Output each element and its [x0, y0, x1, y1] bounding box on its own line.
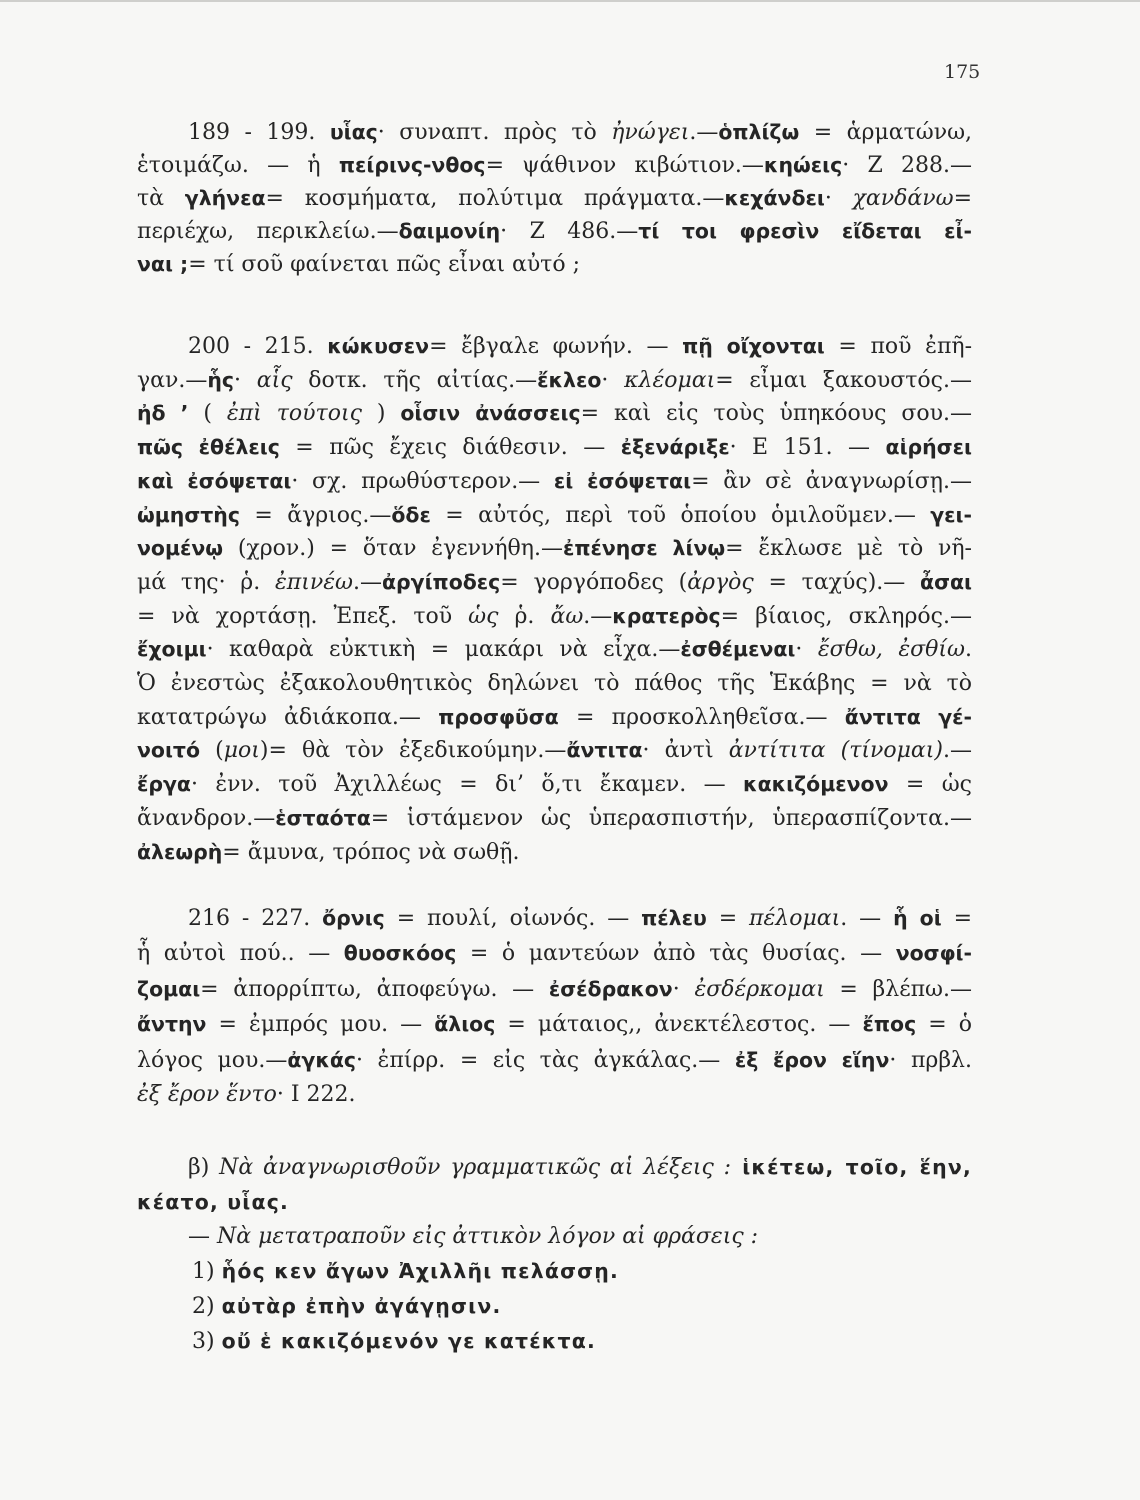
text-run: · — [824, 186, 853, 211]
text-line — [137, 901, 972, 936]
headword: ὠμηστὴς — [137, 502, 240, 527]
headword: ἄντιτα γέ- — [844, 704, 972, 729]
headword: ἠδ ’ — [137, 401, 189, 426]
text-line — [137, 1289, 972, 1324]
headword: κώκυσεν — [327, 334, 430, 358]
text-line — [137, 972, 972, 1007]
headword: προσφῦσα — [438, 704, 559, 729]
text-run: = εἶμαι ξακουστός.— — [715, 367, 972, 393]
text-line — [137, 248, 972, 281]
headword: ἧς — [207, 367, 235, 392]
text-run: .— — [689, 120, 719, 145]
text-run: )= θὰ τὸν ἐξεδικούμην.— — [259, 738, 567, 764]
text-run: κατατρώγω ἀδιάκοπα.— — [137, 704, 439, 730]
text-run: τὰ — [137, 186, 185, 211]
text-run: ἧ αὐτοὶ πού.. — — [137, 941, 344, 967]
headword: ἔκλεο — [537, 367, 602, 392]
phrase-item-2 — [137, 1289, 972, 1324]
text-run: β) — [188, 1155, 220, 1180]
text-run: · Ζ 288.— — [842, 153, 972, 178]
text-run: · Ε 151. — — [729, 435, 886, 461]
headword: ἆσαι — [920, 569, 972, 594]
headword: ἀργίποδες — [382, 569, 501, 594]
headword: κέατο, υἷας. — [137, 1190, 289, 1214]
headword: ἔργα — [137, 772, 191, 797]
italic-text: ἐξ ἔρον ἕντο — [137, 1082, 277, 1108]
text-run: (χρον.) = ὅταν ἐγεννήθη.— — [223, 536, 563, 562]
text-run: 189 - 199. — [188, 120, 330, 145]
text-run: = — [941, 906, 973, 931]
text-run: ( — [188, 401, 227, 427]
gloss-notes-200-215 — [137, 330, 972, 869]
text-line — [137, 1078, 972, 1112]
text-run: · ἐνν. τοῦ Ἀχιλλέως = δι’ ὅ,τι ἔκαμεν. — — [190, 772, 744, 798]
headword: ὄρνις — [322, 906, 385, 930]
text-run: = ὡς — [888, 772, 972, 798]
text-run: · σχ. πρωθύστερον.— — [291, 468, 554, 494]
text-run: = νὰ χορτάσῃ. Ἐπεξ. τοῦ — [137, 603, 469, 629]
phrase-item-1 — [137, 1254, 972, 1289]
text-run: ῥ. — [498, 603, 551, 629]
headword: καὶ ἐσόψεται — [137, 468, 292, 493]
text-run: = καὶ εἰς τοὺς ὑπηκόους σου.— — [580, 401, 972, 427]
text-run: = ὁ μαντεύων ἀπὸ τὰς θυσίας. — — [456, 941, 896, 967]
text-run: δοτκ. τῆς αἰτίας.— — [292, 367, 538, 393]
headword: ἧός κεν ἄγων Ἀχιλλῆι πελάσσῃ. — [221, 1259, 620, 1283]
headword: γει- — [930, 502, 972, 527]
text-run: ἄνανδρον.— — [137, 805, 276, 831]
phrase-item-3 — [137, 1324, 972, 1359]
text-line — [137, 364, 972, 398]
italic-text: μοι — [223, 738, 260, 764]
headword: πῇ οἴχονται — [682, 334, 825, 358]
italic-text: ἐπὶ τούτοις — [226, 401, 362, 427]
text-run: · Ι 222. — [276, 1082, 356, 1108]
italic-text: ἔσθω, ἐσθίω — [817, 637, 965, 663]
text-run: 1) — [192, 1259, 222, 1284]
headword: πῶς ἐθέλεις — [137, 435, 280, 460]
text-line — [137, 1254, 972, 1289]
headword: κηώεις — [763, 153, 843, 177]
text-run: · καθαρὰ εὐκτικὴ = μακάρι νὰ εἶχα.— — [206, 637, 681, 663]
headword: αὐτὰρ ἐπὴν ἀγάγῃσιν. — [221, 1294, 502, 1318]
text-run: = — [706, 906, 750, 931]
text-line — [137, 566, 972, 600]
page-number: 175 — [944, 61, 981, 83]
italic-text: ἐπινέω — [274, 569, 353, 595]
text-run: 2) — [192, 1294, 222, 1319]
text-run: = ἔβγαλε φωνήν. — — [429, 334, 683, 359]
text-line — [137, 768, 972, 802]
italic-text: κλέομαι — [624, 367, 716, 393]
text-run: = ἀπορρίπτω, ἀποφεύγω. — — [200, 976, 549, 1002]
headword: κεχάνδει — [724, 186, 825, 210]
text-run: · — [601, 367, 625, 393]
italic-text: ἄω — [550, 603, 584, 629]
headword: πείρινς-νθος — [338, 153, 486, 177]
headword: ἀλεωρὴ — [137, 839, 223, 864]
text-run: = ποῦ ἐπῆ- — [824, 334, 973, 359]
headword: γλήνεα — [184, 186, 266, 210]
text-run: = ἔκλωσε μὲ τὸ νῆ- — [725, 536, 972, 562]
text-line — [137, 600, 972, 634]
italic-text: αἷς — [256, 367, 293, 393]
headword: ἐσέδρακον — [548, 976, 673, 1001]
exercises — [137, 1150, 972, 1359]
text-run: λόγος μου.— — [137, 1047, 288, 1073]
headword: νοιτό — [137, 738, 201, 763]
text-line — [137, 1150, 972, 1185]
headword: ἑσταότα — [275, 805, 371, 830]
text-run: = — [953, 186, 972, 211]
text-run: = βλέπω.— — [824, 976, 972, 1002]
headword: ναι ; — [137, 252, 189, 276]
text-line — [137, 465, 972, 499]
headword: οἷσιν ἀνάσσεις — [400, 401, 581, 426]
text-line — [137, 182, 972, 215]
headword: ἔπος — [862, 1012, 917, 1037]
text-run: = βίαιος, σκληρός.— — [720, 603, 972, 629]
exercise-convert-instruction — [137, 1220, 972, 1254]
text-run: ) — [361, 401, 401, 427]
text-line — [137, 936, 972, 971]
gloss-notes-216-227 — [137, 901, 972, 1112]
text-run: . — — [840, 906, 894, 931]
text-line — [137, 1324, 972, 1359]
text-run: · ἐπίρρ. = εἰς τὰς ἀγκάλας.— — [356, 1047, 735, 1073]
text-line — [137, 149, 972, 182]
italic-text: ἠνώγει — [611, 120, 690, 145]
italic-text: χανδάνω — [852, 186, 954, 211]
text-run: = ἱστάμενον ὡς ὑπερασπιστήν, ὑπερασπίζοντα.— — [370, 805, 972, 831]
headword: νομένῳ — [137, 536, 224, 561]
headword: εἰ ἐσόψεται — [553, 468, 692, 493]
text-line — [137, 215, 972, 248]
text-run: 200 - 215. — [188, 334, 328, 359]
italic-text: ἀντίτιτα (τίνομαι) — [728, 738, 944, 764]
page-top-edge — [0, 0, 1140, 2]
text-run: = μάταιος,, ἀνεκτέλεστος. — — [495, 1012, 863, 1038]
text-run: = ἁρματώνω, — [799, 120, 973, 145]
text-line — [137, 397, 972, 431]
text-run: = πῶς ἔχεις διάθεσιν. — — [279, 435, 621, 461]
text-run: = αὐτός, περὶ τοῦ ὁποίου ὁμιλοῦμεν.— — [430, 502, 931, 528]
headword: ἐπένησε λίνῳ — [562, 536, 726, 561]
text-run: · — [672, 976, 695, 1002]
headword: ἐξενάριξε — [620, 435, 730, 460]
text-line — [137, 499, 972, 533]
headword: τί τοι φρεσὶν εἴδεται εἶ- — [638, 219, 973, 243]
text-line — [137, 1220, 972, 1254]
text-run: Ὁ ἐνεστὼς ἐξακολουθητικὸς δηλώνει τὸ πάθος τῆς Ἑκάβης = νὰ τὸ — [137, 671, 972, 697]
text-run: = ἄμυνα, τρόπος νὰ σωθῇ. — [222, 839, 520, 865]
italic-text: ὡς — [468, 603, 499, 629]
text-run: — — [188, 1224, 217, 1249]
text-run: · συναπτ. πρὸς τὸ — [377, 120, 612, 145]
headword: ἱκέτεω, τοῖο, ἕην, — [731, 1155, 972, 1179]
italic-text: πέλομαι — [749, 906, 841, 931]
italic-text: ἐσδέρκομαι — [694, 976, 825, 1002]
exercise-identify-words — [137, 1150, 972, 1220]
headword: υἷας — [329, 120, 378, 144]
text-run: μά της· ῥ. — [137, 569, 275, 595]
text-run: = πουλί, οἰωνός. — — [384, 906, 642, 931]
headword: αἱρήσει — [885, 435, 972, 460]
text-line — [137, 1185, 972, 1220]
text-run: = προσκολληθεῖσα.— — [558, 704, 845, 730]
headword: οὔ ἑ κακιζόμενόν γε κατέκτα. — [221, 1329, 596, 1353]
text-run: = ὁ — [916, 1012, 973, 1038]
text-run: .— — [583, 603, 613, 629]
headword: ἔχοιμι — [137, 637, 207, 662]
text-line — [137, 431, 972, 465]
text-run: = ἐμπρός μου. — — [206, 1012, 435, 1038]
headword: ἅλιος — [434, 1012, 496, 1037]
headword: θυοσκόος — [343, 941, 457, 966]
italic-text: ἀργὸς — [687, 569, 754, 595]
gloss-notes-189-199 — [137, 116, 972, 281]
text-run: ( — [200, 738, 224, 764]
text-run: .— — [353, 569, 382, 595]
text-run: ἑτοιμάζω. — ἡ — [137, 153, 339, 178]
headword: ὁπλίζω — [718, 120, 800, 144]
text-run: · — [234, 367, 257, 393]
text-line — [137, 532, 972, 566]
text-run: · ἀντὶ — [642, 738, 729, 764]
headword: ἀγκάς — [287, 1047, 356, 1072]
text-line — [137, 633, 972, 667]
headword: ἧ οἱ — [893, 906, 942, 930]
italic-text: Νὰ ἀναγνωρισθοῦν γραμματικῶς αἱ λέξεις : — [219, 1155, 732, 1180]
headword: ἄντιτα — [566, 738, 643, 763]
text-run: = κοσμήματα, πολύτιμα πράγματα.— — [265, 186, 725, 211]
italic-text: Νὰ μετατραποῦν εἰς ἀττικὸν λόγον αἱ φράσεις : — [217, 1224, 759, 1249]
headword: κακιζόμενον — [743, 772, 889, 797]
text-line — [137, 330, 972, 364]
headword: νοσφί- — [895, 941, 972, 966]
text-run: 3) — [192, 1329, 222, 1354]
text-run: = ψάθινον κιβώτιον.— — [485, 153, 764, 178]
text-run: · πρβλ. — [889, 1047, 972, 1073]
text-run: · — [795, 637, 818, 663]
headword: ἐξ ἔρον εἵην — [734, 1047, 890, 1072]
text-run: · Ζ 486.— — [500, 219, 639, 244]
text-run: . — [964, 637, 972, 663]
text-line — [137, 1007, 972, 1042]
headword: ζομαι — [137, 976, 201, 1001]
text-line — [137, 836, 972, 870]
text-line — [137, 734, 972, 768]
headword: κρατερὸς — [612, 603, 721, 628]
text-line — [137, 667, 972, 701]
text-line — [137, 116, 972, 149]
headword: ὅδε — [391, 502, 431, 527]
text-line — [137, 802, 972, 836]
text-line — [137, 701, 972, 735]
text-run: 216 - 227. — [188, 906, 323, 931]
text-run: = ταχύς).— — [753, 569, 921, 595]
text-run: = τί σοῦ φαίνεται πῶς εἶναι αὐτό ; — [188, 252, 581, 277]
headword: πέλευ — [641, 906, 707, 930]
text-run: = ἂν σὲ ἀναγνωρίσῃ.— — [691, 468, 972, 494]
text-run: περιέχω, περικλείω.— — [137, 219, 399, 244]
text-run: = ἄγριος.— — [239, 502, 392, 528]
headword: δαιμονίη — [398, 219, 501, 243]
headword: ἐσθέμεναι — [680, 637, 796, 662]
text-run: .— — [943, 738, 973, 764]
headword: ἄντην — [137, 1012, 207, 1037]
text-line — [137, 1043, 972, 1078]
text-run: γαν.— — [137, 367, 208, 393]
text-run: = γοργόποδες ( — [500, 569, 688, 595]
